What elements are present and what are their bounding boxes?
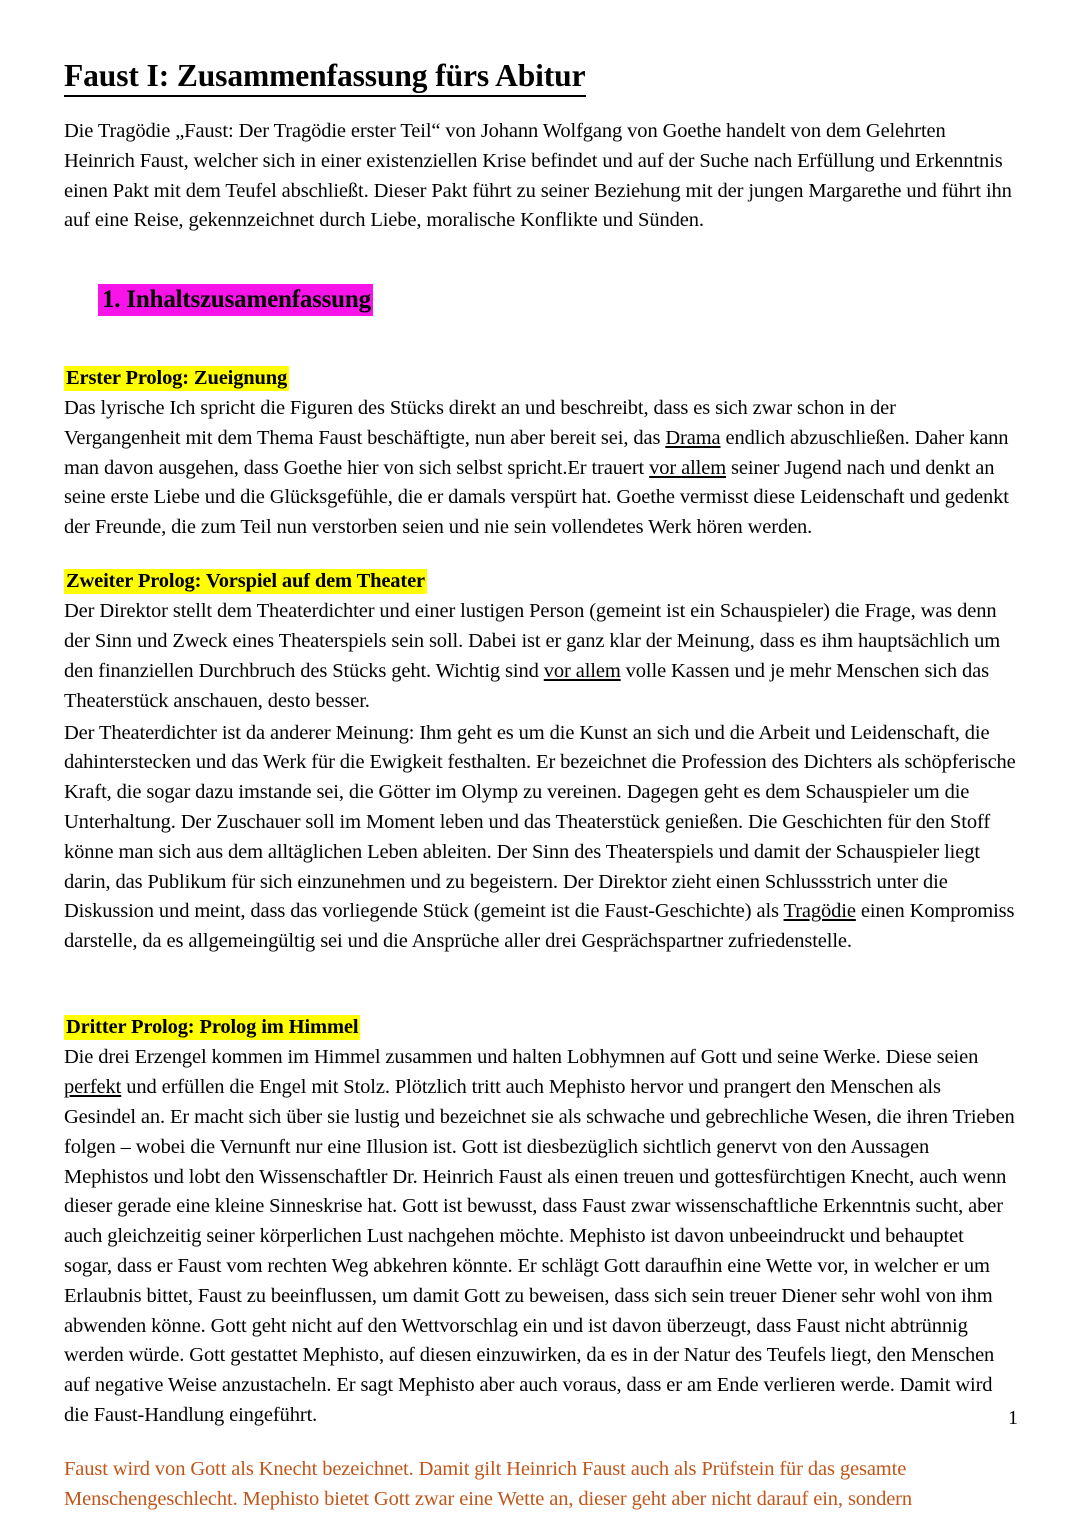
paragraph-zweiter-prolog-2: [64, 719, 1016, 958]
underlined-term-vor-allem: vor allem: [543, 659, 621, 682]
title-line: [64, 58, 1016, 97]
text-run: endlich abzuschließen. Daher kann man davon ausgehen, dass Goethe hier von sich selbst spricht.Er trauert: [64, 426, 1009, 479]
spacer: [64, 957, 1016, 1013]
text-run: einen Kompromiss darstelle, da es allgemeingültig sei und die Ansprüche aller drei Gesprächspartner zufriedenstelle.: [64, 900, 1015, 953]
text-run: seiner Jugend nach und denkt an seine erste Liebe und die Glücksgefühle, die er damals verspürt hat. Goethe vermisst diese Leidenschaft und gedenkt der Freunde, die zum Teil nun verstorben seien und nie sein vollendetes Werk hören werden.: [64, 456, 1009, 539]
text-run: Die drei Erzengel kommen im Himmel zusammen und halten Lobhymnen auf Gott und seine Werke. Diese seien: [64, 1046, 979, 1069]
subheading-row-zweiter-prolog: [64, 567, 1016, 595]
section-heading-inhaltszusammenfassung: 1. Inhaltszusamenfassung: [98, 284, 373, 316]
subheading-row-erster-prolog: [64, 364, 1016, 392]
paragraph-erster-prolog: [64, 394, 1016, 543]
underlined-term-drama: Drama: [665, 426, 721, 449]
subheading-dritter-prolog: Dritter Prolog: Prolog im Himmel: [66, 1016, 359, 1039]
spacer: [64, 318, 1016, 364]
spacer: [64, 543, 1016, 567]
text-run: Das lyrische Ich spricht die Figuren des Stücks direkt an und beschreibt, dass es sich zwar schon in der Vergangenheit mit dem Thema Faust beschäftigte, nun aber bereit sei, das: [64, 396, 896, 449]
underlined-term-tragoedie: Tragödie: [783, 900, 856, 923]
paragraph-dritter-prolog: [64, 1043, 1016, 1431]
page-title: Faust I: Zusammenfassung fürs Abitur: [64, 58, 586, 97]
text-run: volle Kassen und je mehr Menschen sich das Theaterstück anschauen, desto besser.: [64, 659, 989, 712]
underlined-term-perfekt: perfekt: [64, 1076, 122, 1099]
document-content: [64, 58, 1016, 1515]
subheading-erster-prolog: Erster Prolog: Zueignung: [66, 366, 288, 389]
text-run: Der Direktor stellt dem Theaterdichter und einer lustigen Person (gemeint ist ein Schauspieler) die Frage, was denn der Sinn und Zweck eines Theaterspiels sein soll. Dabei ist er ganz klar der Meinung, dass es ihm hauptsächlich um den finanziellen Durchbruch des Stücks geht. Wichtig sind: [64, 600, 1001, 682]
section-heading-row: [64, 282, 1016, 318]
intro-paragraph: Die Tragödie „Faust: Der Tragödie erster Teil“ von Johann Wolfgang von Goethe handelt von dem Gelehrten Heinrich Faust, welcher sich in einer existenziellen Krise befindet und auf der Suche nach Erfüllung und Erkenntnis einen Pakt mit dem Teufel abschließt. Dieser Pakt führt zu seiner Beziehung mit der jungen Margarethe und führt ihn auf eine Reise, gekennzeichnet durch Liebe, moralische Konflikte und Sünden.: [64, 119, 1012, 232]
subheading-zweiter-prolog: Zweiter Prolog: Vorspiel auf dem Theater: [66, 570, 425, 592]
spacer: [64, 1431, 1016, 1455]
underlined-term-vor-allem: vor allem: [649, 456, 727, 479]
subheading-row-dritter-prolog: [64, 1013, 1016, 1041]
text-run: und erfüllen die Engel mit Stolz. Plötzlich tritt auch Mephisto hervor und prangert den Menschen als Gesindel an. Er macht sich über sie lustig und bezeichnet sie als schwache und gebrechliche Wesen, die ihren Trieben folgen – wobei die Vernunft nur eine Illusion ist. Gott ist diesbezüglich sichtlich genervt von den Aussagen Mephistos und lobt den Wissenschaftler Dr. Heinrich Faust als einen treuen und gottesfürchtigen Knecht, auch wenn dieser gerade eine kleine Sinneskrise hat. Gott ist bewusst, dass Faust zwar wissenschaftliche Erkenntnis sucht, aber auch gleichzeitig seiner körperlichen Lust nachgehen möchte. Mephisto ist davon unbeeindruckt und behauptet sogar, dass er Faust vom rechten Weg abkehren könnte. Er schlägt Gott daraufhin eine Wette vor, in welcher er um Erlaubnis bittet, Faust zu beeinflussen, um damit Gott zu beweisen, dass sich sein treuer Diener sehr wohl von ihm abwenden könne. Gott geht nicht auf den Wettvorschlag ein und ist davon überzeugt, dass Faust nicht abtrünnig werden würde. Gott gestattet Mephisto, auf diesen einzuwirken, da es in der Natur des Teufels liegt, den Menschen auf negative Weise anzustacheln. Er sagt Mephisto aber auch voraus, dass er am Ende verlieren werde. Damit wird die Faust-Handlung eingeführt.: [64, 1076, 1015, 1427]
page-number: 1: [1008, 1407, 1018, 1429]
text-run: Der Theaterdichter ist da anderer Meinung: Ihm geht es um die Kunst an sich und die Arbeit und Leidenschaft, die dahinterstecken und das Werk für die Ewigkeit festhalten. Er bezeichnet die Profession des Dichters als schöpferische Kraft, die sogar dazu imstande sei, die Götter im Olymp zu vereinen. Dagegen geht es dem Schauspieler um die Unterhaltung. Der Zuschauer soll im Moment leben und das Theaterstück genießen. Die Geschichten für den Stoff könne man sich aus dem alltäglichen Leben ableiten. Der Sinn des Theaterspiels und damit der Schauspieler liegt darin, das Publikum für sich einzunehmen und zu begeistern. Der Direktor zieht einen Schlussstrich unter die Diskussion und meint, dass das vorliegende Stück (gemeint ist die Faust-Geschichte) als: [64, 721, 1016, 923]
commentary-paragraph: Faust wird von Gott als Knecht bezeichnet. Damit gilt Heinrich Faust auch als Prüfstein für das gesamte Menschengeschlecht. Mephisto bietet Gott zwar eine Wette an, dieser geht aber nicht darauf ein, sondern: [64, 1457, 913, 1510]
paragraph-zweiter-prolog-1: [64, 597, 1016, 716]
